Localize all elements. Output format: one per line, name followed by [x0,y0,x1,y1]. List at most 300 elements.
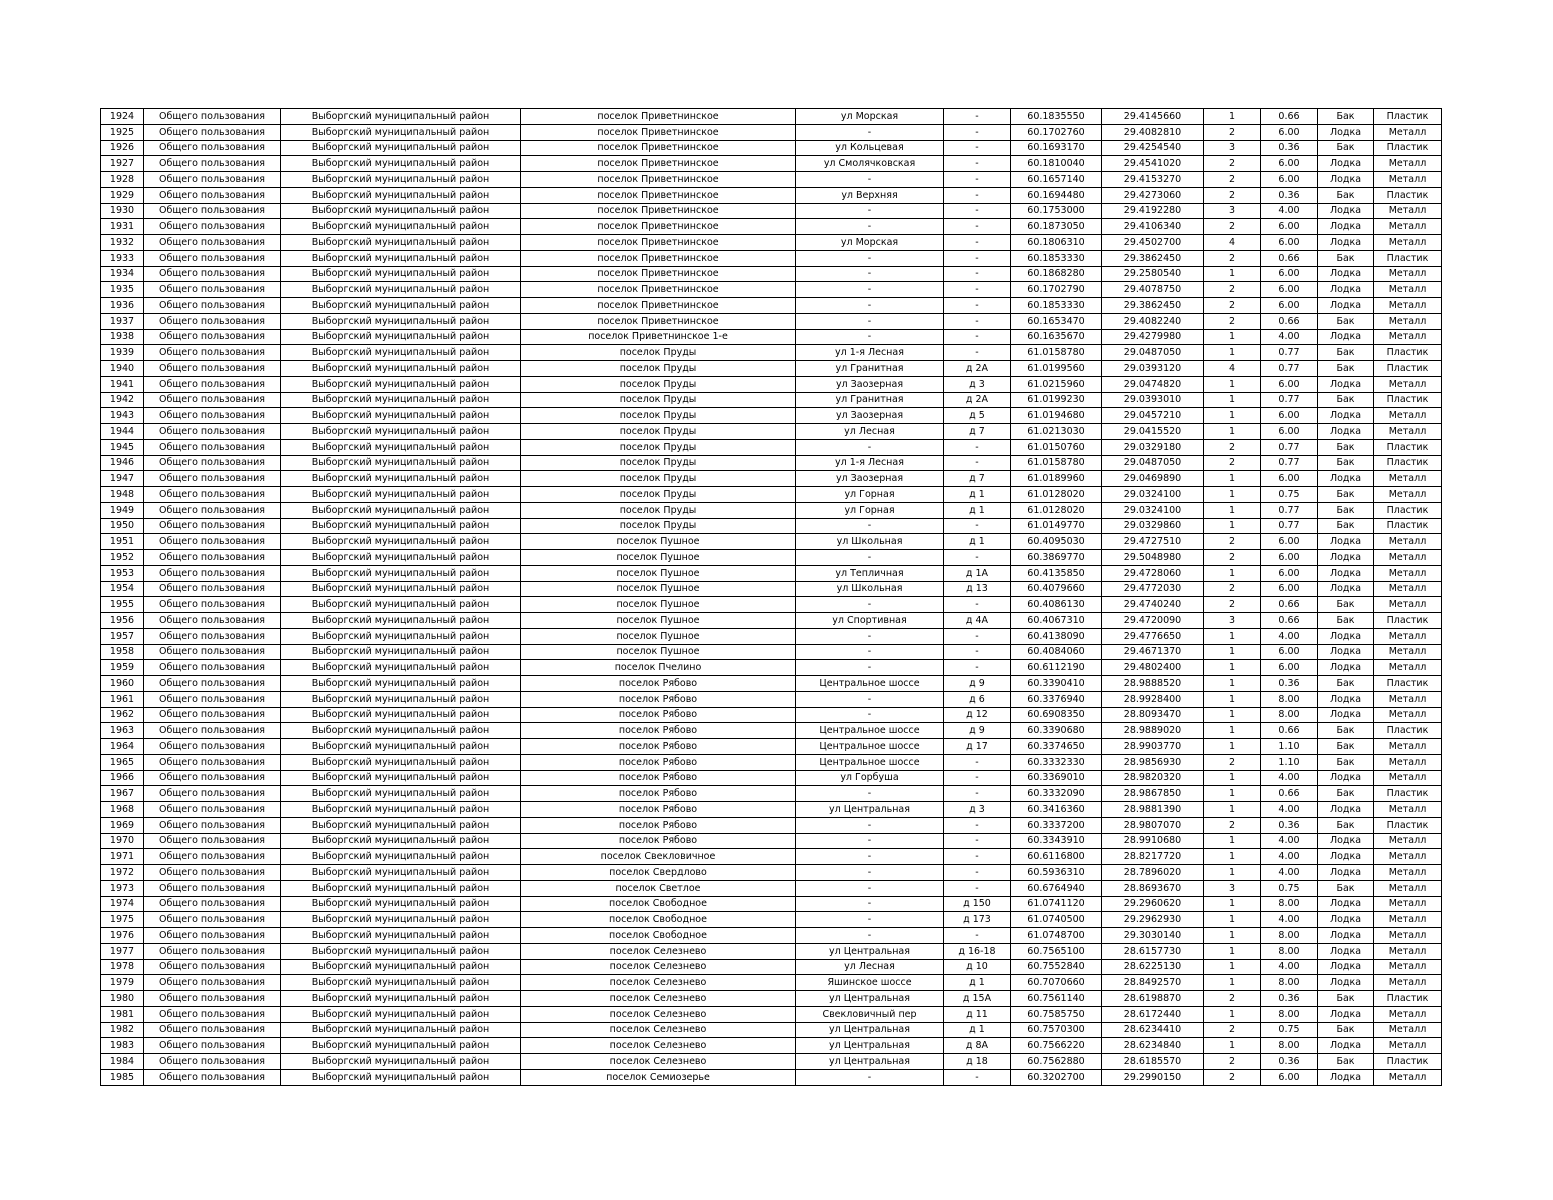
container-type-cell: Лодка [1318,896,1374,912]
settlement-cell: поселок Селезнево [521,991,796,1007]
street-cell: ул Центральная [796,1038,944,1054]
volume-cell: 6.00 [1261,219,1318,235]
usage-type-cell: Общего пользования [144,156,281,172]
count-cell: 1 [1204,723,1261,739]
latitude-cell: 60.1702760 [1011,124,1102,140]
volume-cell: 0.77 [1261,518,1318,534]
volume-cell: 4.00 [1261,865,1318,881]
usage-type-cell: Общего пользования [144,754,281,770]
settlement-cell: поселок Селезнево [521,943,796,959]
container-type-cell: Лодка [1318,376,1374,392]
table-row [101,1022,1442,1038]
table-row [101,880,1442,896]
table-row [101,172,1442,188]
district-cell: Выборгский муниципальный район [281,628,521,644]
street-cell: Центральное шоссе [796,723,944,739]
table-row [101,912,1442,928]
volume-cell: 1.10 [1261,739,1318,755]
count-cell: 2 [1204,550,1261,566]
district-cell: Выборгский муниципальный район [281,392,521,408]
count-cell: 1 [1204,502,1261,518]
house-cell: д 15А [944,991,1011,1007]
settlement-cell: поселок Селезнево [521,1006,796,1022]
volume-cell: 6.00 [1261,266,1318,282]
settlement-cell: поселок Селезнево [521,975,796,991]
latitude-cell: 60.6908350 [1011,707,1102,723]
settlement-cell: поселок Приветнинское [521,313,796,329]
row-number-cell: 1925 [101,124,144,140]
material-cell: Металл [1374,928,1442,944]
count-cell: 1 [1204,833,1261,849]
container-type-cell: Лодка [1318,943,1374,959]
container-type-cell: Бак [1318,518,1374,534]
district-cell: Выборгский муниципальный район [281,833,521,849]
volume-cell: 8.00 [1261,928,1318,944]
usage-type-cell: Общего пользования [144,896,281,912]
settlement-cell: поселок Пруды [521,424,796,440]
street-cell: ул Горная [796,502,944,518]
material-cell: Пластик [1374,455,1442,471]
count-cell: 4 [1204,235,1261,251]
volume-cell: 6.00 [1261,660,1318,676]
container-type-cell: Лодка [1318,172,1374,188]
material-cell: Металл [1374,408,1442,424]
table-row [101,550,1442,566]
container-type-cell: Бак [1318,439,1374,455]
count-cell: 2 [1204,172,1261,188]
material-cell: Пластик [1374,676,1442,692]
longitude-cell: 29.3862450 [1102,298,1204,314]
material-cell: Металл [1374,802,1442,818]
longitude-cell: 29.4720090 [1102,613,1204,629]
latitude-cell: 60.4135850 [1011,565,1102,581]
longitude-cell: 28.6185570 [1102,1054,1204,1070]
street-cell: ул Центральная [796,991,944,1007]
row-number-cell: 1954 [101,581,144,597]
count-cell: 1 [1204,109,1261,125]
latitude-cell: 60.1694480 [1011,187,1102,203]
longitude-cell: 29.4740240 [1102,597,1204,613]
longitude-cell: 29.4192280 [1102,203,1204,219]
latitude-cell: 60.1653470 [1011,313,1102,329]
street-cell: ул Горбуша [796,770,944,786]
latitude-cell: 60.1873050 [1011,219,1102,235]
container-type-cell: Лодка [1318,1069,1374,1085]
district-cell: Выборгский муниципальный район [281,849,521,865]
volume-cell: 4.00 [1261,628,1318,644]
count-cell: 1 [1204,345,1261,361]
usage-type-cell: Общего пользования [144,282,281,298]
settlement-cell: поселок Пушное [521,613,796,629]
latitude-cell: 60.3869770 [1011,550,1102,566]
container-type-cell: Лодка [1318,329,1374,345]
usage-type-cell: Общего пользования [144,1038,281,1054]
usage-type-cell: Общего пользования [144,345,281,361]
usage-type-cell: Общего пользования [144,219,281,235]
row-number-cell: 1975 [101,912,144,928]
longitude-cell: 29.0393010 [1102,392,1204,408]
table-row [101,817,1442,833]
latitude-cell: 60.4084060 [1011,644,1102,660]
material-cell: Металл [1374,707,1442,723]
district-cell: Выборгский муниципальный район [281,266,521,282]
table-row [101,786,1442,802]
settlement-cell: поселок Пруды [521,487,796,503]
usage-type-cell: Общего пользования [144,581,281,597]
container-type-cell: Лодка [1318,550,1374,566]
row-number-cell: 1951 [101,534,144,550]
longitude-cell: 29.4273060 [1102,187,1204,203]
table-row [101,660,1442,676]
material-cell: Металл [1374,739,1442,755]
usage-type-cell: Общего пользования [144,487,281,503]
count-cell: 2 [1204,219,1261,235]
longitude-cell: 29.4776650 [1102,628,1204,644]
row-number-cell: 1972 [101,865,144,881]
house-cell: д 10 [944,959,1011,975]
count-cell: 2 [1204,282,1261,298]
material-cell: Металл [1374,1006,1442,1022]
street-cell: - [796,1069,944,1085]
house-cell: - [944,786,1011,802]
table-row [101,361,1442,377]
container-type-cell: Лодка [1318,644,1374,660]
row-number-cell: 1938 [101,329,144,345]
table-row [101,802,1442,818]
material-cell: Металл [1374,896,1442,912]
longitude-cell: 28.8492570 [1102,975,1204,991]
material-cell: Пластик [1374,502,1442,518]
settlement-cell: поселок Рябово [521,676,796,692]
longitude-cell: 29.4082240 [1102,313,1204,329]
district-cell: Выборгский муниципальный район [281,802,521,818]
volume-cell: 8.00 [1261,691,1318,707]
district-cell: Выборгский муниципальный район [281,975,521,991]
street-cell: ул Центральная [796,1022,944,1038]
settlement-cell: поселок Пушное [521,628,796,644]
container-type-cell: Лодка [1318,975,1374,991]
settlement-cell: поселок Пушное [521,581,796,597]
house-cell: д 3 [944,802,1011,818]
volume-cell: 6.00 [1261,235,1318,251]
house-cell: д 1 [944,1022,1011,1038]
row-number-cell: 1939 [101,345,144,361]
container-type-cell: Лодка [1318,219,1374,235]
house-cell: д 1 [944,975,1011,991]
latitude-cell: 60.3343910 [1011,833,1102,849]
volume-cell: 6.00 [1261,550,1318,566]
settlement-cell: поселок Свободное [521,896,796,912]
volume-cell: 0.66 [1261,250,1318,266]
table-row [101,691,1442,707]
count-cell: 1 [1204,565,1261,581]
latitude-cell: 61.0149770 [1011,518,1102,534]
house-cell: д 173 [944,912,1011,928]
table-row [101,833,1442,849]
material-cell: Пластик [1374,817,1442,833]
longitude-cell: 28.6234840 [1102,1038,1204,1054]
table-row [101,581,1442,597]
table-row [101,991,1442,1007]
settlement-cell: поселок Пушное [521,597,796,613]
container-type-cell: Лодка [1318,581,1374,597]
row-number-cell: 1932 [101,235,144,251]
material-cell: Металл [1374,1038,1442,1054]
settlement-cell: поселок Пруды [521,471,796,487]
volume-cell: 8.00 [1261,707,1318,723]
table-row [101,187,1442,203]
volume-cell: 6.00 [1261,124,1318,140]
house-cell: - [944,187,1011,203]
count-cell: 2 [1204,754,1261,770]
longitude-cell: 28.9928400 [1102,691,1204,707]
count-cell: 2 [1204,597,1261,613]
settlement-cell: поселок Свердлово [521,865,796,881]
latitude-cell: 60.1853330 [1011,250,1102,266]
longitude-cell: 28.8693670 [1102,880,1204,896]
latitude-cell: 60.4079660 [1011,581,1102,597]
district-cell: Выборгский муниципальный район [281,219,521,235]
street-cell: Центральное шоссе [796,739,944,755]
volume-cell: 0.77 [1261,361,1318,377]
usage-type-cell: Общего пользования [144,1006,281,1022]
settlement-cell: поселок Пруды [521,361,796,377]
table-row [101,439,1442,455]
table-row [101,959,1442,975]
district-cell: Выборгский муниципальный район [281,644,521,660]
district-cell: Выборгский муниципальный район [281,880,521,896]
street-cell: - [796,928,944,944]
usage-type-cell: Общего пользования [144,707,281,723]
district-cell: Выборгский муниципальный район [281,156,521,172]
table-row [101,471,1442,487]
usage-type-cell: Общего пользования [144,187,281,203]
material-cell: Металл [1374,219,1442,235]
count-cell: 1 [1204,1006,1261,1022]
material-cell: Металл [1374,660,1442,676]
volume-cell: 0.36 [1261,140,1318,156]
latitude-cell: 60.3390680 [1011,723,1102,739]
district-cell: Выборгский муниципальный район [281,991,521,1007]
table-row [101,455,1442,471]
count-cell: 2 [1204,581,1261,597]
container-type-cell: Лодка [1318,408,1374,424]
row-number-cell: 1937 [101,313,144,329]
settlement-cell: поселок Приветнинское [521,250,796,266]
material-cell: Металл [1374,912,1442,928]
count-cell: 1 [1204,376,1261,392]
row-number-cell: 1973 [101,880,144,896]
district-cell: Выборгский муниципальный район [281,1038,521,1054]
settlement-cell: поселок Рябово [521,723,796,739]
material-cell: Металл [1374,298,1442,314]
material-cell: Пластик [1374,439,1442,455]
count-cell: 2 [1204,187,1261,203]
settlement-cell: поселок Рябово [521,786,796,802]
material-cell: Металл [1374,628,1442,644]
latitude-cell: 60.7562880 [1011,1054,1102,1070]
longitude-cell: 28.6225130 [1102,959,1204,975]
row-number-cell: 1947 [101,471,144,487]
volume-cell: 0.36 [1261,1054,1318,1070]
district-cell: Выборгский муниципальный район [281,298,521,314]
street-cell: - [796,203,944,219]
house-cell: - [944,219,1011,235]
latitude-cell: 60.3337200 [1011,817,1102,833]
table-row [101,219,1442,235]
container-type-cell: Лодка [1318,471,1374,487]
container-type-cell: Лодка [1318,707,1374,723]
table-row [101,628,1442,644]
count-cell: 2 [1204,991,1261,1007]
settlement-cell: поселок Пушное [521,534,796,550]
row-number-cell: 1965 [101,754,144,770]
house-cell: - [944,455,1011,471]
settlement-cell: поселок Рябово [521,691,796,707]
house-cell: - [944,250,1011,266]
material-cell: Металл [1374,424,1442,440]
row-number-cell: 1979 [101,975,144,991]
row-number-cell: 1944 [101,424,144,440]
house-cell: д 6 [944,691,1011,707]
row-number-cell: 1935 [101,282,144,298]
container-type-cell: Бак [1318,676,1374,692]
street-cell: - [796,660,944,676]
settlement-cell: поселок Рябово [521,707,796,723]
material-cell: Металл [1374,376,1442,392]
latitude-cell: 60.1702790 [1011,282,1102,298]
usage-type-cell: Общего пользования [144,376,281,392]
settlement-cell: поселок Приветнинское [521,124,796,140]
usage-type-cell: Общего пользования [144,313,281,329]
material-cell: Металл [1374,487,1442,503]
house-cell: д 2А [944,361,1011,377]
row-number-cell: 1927 [101,156,144,172]
row-number-cell: 1950 [101,518,144,534]
container-type-cell: Лодка [1318,912,1374,928]
count-cell: 1 [1204,691,1261,707]
material-cell: Металл [1374,691,1442,707]
volume-cell: 6.00 [1261,534,1318,550]
settlement-cell: поселок Пруды [521,408,796,424]
material-cell: Металл [1374,282,1442,298]
longitude-cell: 28.9903770 [1102,739,1204,755]
volume-cell: 6.00 [1261,644,1318,660]
count-cell: 1 [1204,912,1261,928]
table-row [101,676,1442,692]
material-cell: Металл [1374,329,1442,345]
container-type-cell: Лодка [1318,959,1374,975]
settlement-cell: поселок Пруды [521,392,796,408]
settlement-cell: поселок Пруды [521,518,796,534]
latitude-cell: 60.3390410 [1011,676,1102,692]
usage-type-cell: Общего пользования [144,865,281,881]
longitude-cell: 29.4802400 [1102,660,1204,676]
volume-cell: 8.00 [1261,975,1318,991]
usage-type-cell: Общего пользования [144,298,281,314]
district-cell: Выборгский муниципальный район [281,534,521,550]
latitude-cell: 60.6112190 [1011,660,1102,676]
table-row [101,250,1442,266]
settlement-cell: поселок Пчелино [521,660,796,676]
material-cell: Металл [1374,550,1442,566]
house-cell: - [944,172,1011,188]
material-cell: Пластик [1374,187,1442,203]
usage-type-cell: Общего пользования [144,550,281,566]
volume-cell: 0.75 [1261,487,1318,503]
longitude-cell: 29.0329180 [1102,439,1204,455]
longitude-cell: 28.9867850 [1102,786,1204,802]
longitude-cell: 29.4727510 [1102,534,1204,550]
district-cell: Выборгский муниципальный район [281,754,521,770]
house-cell: - [944,1069,1011,1085]
house-cell: - [944,597,1011,613]
table-row [101,124,1442,140]
house-cell: - [944,329,1011,345]
latitude-cell: 61.0740500 [1011,912,1102,928]
volume-cell: 8.00 [1261,1038,1318,1054]
usage-type-cell: Общего пользования [144,502,281,518]
longitude-cell: 29.0415520 [1102,424,1204,440]
longitude-cell: 29.0474820 [1102,376,1204,392]
usage-type-cell: Общего пользования [144,109,281,125]
settlement-cell: поселок Рябово [521,770,796,786]
table-row [101,487,1442,503]
row-number-cell: 1946 [101,455,144,471]
street-cell: - [796,597,944,613]
usage-type-cell: Общего пользования [144,802,281,818]
row-number-cell: 1934 [101,266,144,282]
house-cell: д 13 [944,581,1011,597]
district-cell: Выборгский муниципальный район [281,109,521,125]
usage-type-cell: Общего пользования [144,266,281,282]
longitude-cell: 28.9807070 [1102,817,1204,833]
house-cell: д 1 [944,487,1011,503]
row-number-cell: 1984 [101,1054,144,1070]
latitude-cell: 60.4067310 [1011,613,1102,629]
usage-type-cell: Общего пользования [144,518,281,534]
latitude-cell: 60.3332330 [1011,754,1102,770]
latitude-cell: 60.1806310 [1011,235,1102,251]
material-cell: Металл [1374,534,1442,550]
count-cell: 4 [1204,361,1261,377]
house-cell: - [944,849,1011,865]
settlement-cell: поселок Приветнинское [521,109,796,125]
street-cell: - [796,172,944,188]
volume-cell: 4.00 [1261,802,1318,818]
material-cell: Металл [1374,975,1442,991]
usage-type-cell: Общего пользования [144,880,281,896]
table-row [101,613,1442,629]
volume-cell: 8.00 [1261,1006,1318,1022]
street-cell: - [796,219,944,235]
street-cell: ул 1-я Лесная [796,455,944,471]
table-body [101,109,1442,1086]
street-cell: - [796,865,944,881]
container-type-cell: Бак [1318,817,1374,833]
longitude-cell: 29.2580540 [1102,266,1204,282]
count-cell: 1 [1204,660,1261,676]
volume-cell: 6.00 [1261,298,1318,314]
usage-type-cell: Общего пользования [144,203,281,219]
longitude-cell: 29.4145660 [1102,109,1204,125]
usage-type-cell: Общего пользования [144,424,281,440]
volume-cell: 6.00 [1261,424,1318,440]
settlement-cell: поселок Селезнево [521,1054,796,1070]
settlement-cell: поселок Селезнево [521,1022,796,1038]
table-row [101,896,1442,912]
volume-cell: 0.36 [1261,991,1318,1007]
